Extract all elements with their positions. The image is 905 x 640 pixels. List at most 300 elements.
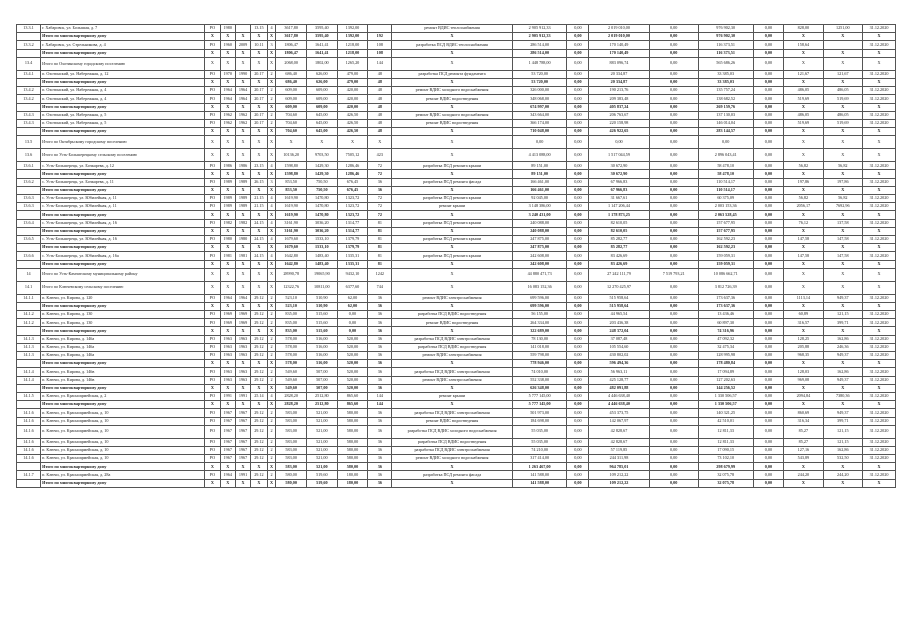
- table-cell: 552 338,00: [512, 376, 567, 384]
- table-cell: 0,00: [649, 95, 698, 103]
- table-cell: 0,00: [649, 392, 698, 400]
- table-cell: разработка ПСД ВДИС электроснабжения: [392, 368, 512, 376]
- table-cell: 0,00: [753, 235, 784, 243]
- table-cell: 0,00: [753, 78, 784, 86]
- table-cell: 13.6.1: [17, 162, 41, 170]
- table-cell: 31.12.2020: [863, 195, 896, 203]
- table-cell: 0,00: [649, 463, 698, 471]
- table-cell: 44 880 471,73: [512, 268, 567, 281]
- table-cell: X: [784, 384, 823, 392]
- table-cell: [17, 260, 41, 268]
- table-cell: 13.6.2: [17, 178, 41, 186]
- table-cell: 0,00: [753, 302, 784, 310]
- table-cell: п. Ключи, ул. Красноармейская, д. 10: [41, 417, 205, 425]
- table-cell: X: [863, 128, 896, 136]
- table-cell: 0,00: [567, 128, 589, 136]
- table-row: [17, 392, 896, 400]
- table-cell: 14.1.6: [17, 409, 41, 417]
- table-cell: 209 383,48: [589, 95, 649, 103]
- table-cell: X: [267, 136, 276, 149]
- table-cell: 3 240 431,00: [512, 211, 567, 219]
- table-cell: X: [823, 128, 862, 136]
- table-cell: 0,00: [567, 438, 589, 446]
- table-cell: 0,00: [567, 471, 589, 479]
- table-cell: 140 321,25: [698, 409, 753, 417]
- table-cell: 1991: [235, 471, 250, 479]
- table-cell: 0,00: [567, 227, 589, 235]
- table-cell: X: [823, 33, 862, 41]
- table-row: [17, 162, 896, 170]
- table-cell: 26.15: [251, 178, 267, 186]
- table-cell: с. Усть-Большерецк, ул. Юбилейная, д. 11: [41, 195, 205, 203]
- table-cell: РО: [205, 455, 220, 463]
- table-total-row: [17, 244, 896, 252]
- table-cell: 704,60: [276, 119, 307, 127]
- table-cell: 835,00: [276, 327, 307, 335]
- table-cell: 521,00: [307, 417, 338, 425]
- table-cell: 1251,00: [823, 25, 862, 33]
- table-cell: 0,00: [649, 203, 698, 211]
- table-cell: Итого по многоквартирному дому: [41, 260, 205, 268]
- table-cell: X: [235, 260, 250, 268]
- table-cell: разработка ПСД ВДИС теплоснабжения: [392, 41, 512, 49]
- table-cell: 626,00: [307, 78, 338, 86]
- table-cell: X: [267, 149, 276, 162]
- table-cell: 0,00: [649, 438, 698, 446]
- table-cell: 1314,77: [337, 227, 368, 235]
- table-cell: X: [863, 103, 896, 111]
- table-cell: 31.12.2020: [863, 455, 896, 463]
- table-cell: 21.15: [251, 203, 267, 211]
- table-cell: 580,00: [337, 417, 368, 425]
- table-cell: [17, 360, 41, 368]
- table-cell: X: [220, 170, 235, 178]
- table-row: [17, 136, 896, 149]
- table-cell: X: [392, 227, 512, 235]
- table-cell: 109 212,22: [589, 479, 649, 487]
- table-cell: 60 375,09: [698, 195, 753, 203]
- table-cell: 138 682,52: [698, 95, 753, 103]
- table-cell: X: [823, 281, 862, 294]
- table-cell: 0,00: [567, 368, 589, 376]
- table-cell: 264 334,00: [512, 319, 567, 327]
- table-cell: 4: [267, 252, 276, 260]
- table-cell: 676,45: [337, 178, 368, 186]
- table-cell: 0,00: [567, 376, 589, 384]
- table-cell: п. Охотинский, ул. Набережная, д. 12: [41, 70, 205, 78]
- table-cell: 36: [368, 294, 392, 302]
- table-cell: 29.12: [251, 376, 267, 384]
- table-cell: ремонт ВДИС водоотведения: [392, 95, 512, 103]
- table-cell: 583,00: [276, 446, 307, 454]
- table-cell: X: [392, 463, 512, 471]
- table-cell: 170 140,49: [589, 41, 649, 49]
- table-cell: X: [863, 384, 896, 392]
- table-cell: 0,00: [753, 57, 784, 70]
- table-cell: 141 588,00: [512, 479, 567, 487]
- table-cell: 36: [368, 368, 392, 376]
- table-cell: X: [205, 268, 220, 281]
- table-cell: 0,00: [649, 343, 698, 351]
- table-cell: X: [267, 463, 276, 471]
- table-cell: 583,00: [276, 417, 307, 425]
- table-cell: 203 436,38: [589, 319, 649, 327]
- table-cell: 14.1.3: [17, 352, 41, 360]
- table-cell: 399,71: [823, 417, 862, 425]
- table-cell: 0,00: [649, 360, 698, 368]
- table-cell: 2: [267, 446, 276, 454]
- table-cell: X: [863, 463, 896, 471]
- table-cell: [17, 186, 41, 194]
- table-cell: 13.6.3: [17, 203, 41, 211]
- table-cell: п. Ключи, ул. Кирова, д. 130: [41, 319, 205, 327]
- table-cell: 1967: [235, 417, 250, 425]
- table-cell: 36: [368, 417, 392, 425]
- table-cell: РО: [205, 95, 220, 103]
- table-cell: 85,27: [784, 425, 823, 438]
- table-cell: 0,00: [753, 376, 784, 384]
- table-cell: 0,00: [649, 162, 698, 170]
- table-cell: 430 802,02: [589, 352, 649, 360]
- table-cell: X: [251, 33, 267, 41]
- table-cell: 137,58: [823, 219, 862, 227]
- table-row: [17, 195, 896, 203]
- table-cell: 578,00: [276, 360, 307, 368]
- table-total-row: [17, 384, 896, 392]
- table-cell: 36: [368, 471, 392, 479]
- table-cell: X: [392, 302, 512, 310]
- table-cell: 0,00: [753, 170, 784, 178]
- table-cell: 0,00: [753, 294, 784, 302]
- table-cell: 686,40: [276, 78, 307, 86]
- table-total-row: [17, 463, 896, 471]
- table-cell: п. Ключи, ул. Красноармейская, д. 10: [41, 446, 205, 454]
- table-cell: 24.15: [251, 219, 267, 227]
- table-cell: X: [251, 57, 267, 70]
- table-cell: РО: [205, 392, 220, 400]
- table-cell: 0,00: [753, 281, 784, 294]
- table-cell: 521,00: [307, 425, 338, 438]
- table-cell: X: [784, 49, 823, 57]
- table-cell: 0,00: [753, 384, 784, 392]
- table-cell: 0,00: [567, 425, 589, 438]
- table-cell: 420,00: [337, 95, 368, 103]
- table-cell: 1963: [220, 352, 235, 360]
- table-cell: 31.12.2020: [863, 219, 896, 227]
- table-cell: 13.6.4: [17, 219, 41, 227]
- table-cell: X: [235, 103, 250, 111]
- table-cell: 4 446 638,40: [589, 392, 649, 400]
- table-total-row: [17, 401, 896, 409]
- table-cell: разработка ПСД ремонта фундамента: [392, 70, 512, 78]
- table-cell: РО: [205, 294, 220, 302]
- table-cell: 7692,96: [823, 203, 862, 211]
- table-cell: 0,00: [567, 463, 589, 471]
- table-cell: X: [863, 49, 896, 57]
- table-cell: X: [220, 244, 235, 252]
- table-row: [17, 352, 896, 360]
- table-cell: 520,00: [337, 368, 368, 376]
- table-cell: 121,15: [823, 311, 862, 319]
- table-cell: 1679,60: [276, 244, 307, 252]
- table-cell: Итого по Ключевскому сельскому поселению: [41, 281, 205, 294]
- table-cell: 521,00: [307, 446, 338, 454]
- table-cell: 85,27: [784, 438, 823, 446]
- table-cell: X: [251, 302, 267, 310]
- table-cell: 516,00: [307, 343, 338, 351]
- table-cell: РО: [205, 178, 220, 186]
- table-cell: 521,00: [307, 455, 338, 463]
- table-cell: 0,00: [649, 352, 698, 360]
- table-cell: 1286,46: [337, 162, 368, 170]
- table-cell: 13.4: [17, 57, 41, 70]
- table-cell: 36: [368, 343, 392, 351]
- table-cell: 515,60: [307, 311, 338, 319]
- table-cell: 0,00: [649, 57, 698, 70]
- table-cell: 32 475,34: [698, 343, 753, 351]
- table-cell: [368, 25, 392, 33]
- table-cell: 519,69: [823, 95, 862, 103]
- table-cell: 283 144,57: [698, 128, 753, 136]
- table-cell: X: [267, 360, 276, 368]
- table-cell: 10136,20: [276, 149, 307, 162]
- table-cell: 3: [267, 41, 276, 49]
- capital-repair-table: [16, 24, 896, 488]
- table-cell: 7 519 793,21: [649, 268, 698, 281]
- table-cell: X: [392, 327, 512, 335]
- table-cell: 0,00: [567, 335, 589, 343]
- table-cell: 1963: [220, 343, 235, 351]
- table-cell: 9432,10: [337, 268, 368, 281]
- table-cell: 0,00: [567, 78, 589, 86]
- table-cell: 20.17: [251, 111, 267, 119]
- table-cell: 162,86: [823, 335, 862, 343]
- table-cell: 0,00: [567, 103, 589, 111]
- table-cell: 0,00: [753, 136, 784, 149]
- table-cell: 0,00: [753, 268, 784, 281]
- table-cell: 580,00: [337, 409, 368, 417]
- table-cell: 220 158,98: [589, 119, 649, 127]
- table-cell: 109 212,22: [589, 471, 649, 479]
- table-cell: 14.1.6: [17, 438, 41, 446]
- table-cell: 81: [368, 252, 392, 260]
- table-cell: 520,00: [337, 360, 368, 368]
- table-cell: 0,00: [649, 111, 698, 119]
- table-row: [17, 268, 896, 281]
- table-cell: Итого по Охотинскому городскому поселению: [41, 57, 205, 70]
- table-cell: 1990: [235, 70, 250, 78]
- table-cell: 31.12.2020: [863, 471, 896, 479]
- table-cell: 578,00: [276, 352, 307, 360]
- table-cell: 0,00: [649, 252, 698, 260]
- table-cell: 147,58: [784, 252, 823, 260]
- table-cell: X: [863, 268, 896, 281]
- table-cell: Итого по многоквартирному дому: [41, 360, 205, 368]
- table-cell: 286 514,00: [512, 41, 567, 49]
- table-cell: 949,37: [823, 352, 862, 360]
- table-cell: 121,67: [823, 70, 862, 78]
- table-cell: 0,00: [567, 244, 589, 252]
- table-cell: X: [251, 479, 267, 487]
- table-cell: X: [267, 49, 276, 57]
- table-cell: 247 875,00: [512, 235, 567, 243]
- table-cell: 110 514,17: [698, 178, 753, 186]
- table-cell: 128,03: [784, 368, 823, 376]
- table-cell: 0,00: [567, 219, 589, 227]
- table-cell: г. Хабаровск, ул. Стрельникова, д. 4: [41, 41, 205, 49]
- table-cell: 53 720,00: [512, 78, 567, 86]
- table-cell: 580,00: [276, 479, 307, 487]
- table-cell: 420,00: [337, 103, 368, 111]
- table-cell: X: [863, 78, 896, 86]
- table-cell: 0,00: [649, 446, 698, 454]
- table-cell: X: [784, 227, 823, 235]
- table-cell: 1967: [220, 446, 235, 454]
- table-cell: X: [392, 49, 512, 57]
- table-cell: 31.12.2020: [863, 95, 896, 103]
- table-cell: 4 446 638,40: [589, 401, 649, 409]
- table-cell: 166 461,00: [512, 178, 567, 186]
- table-cell: 0,00: [567, 417, 589, 425]
- table-cell: 609,00: [276, 87, 307, 95]
- table-cell: X: [235, 463, 250, 471]
- table-cell: [17, 33, 41, 41]
- table-cell: X: [205, 327, 220, 335]
- table-cell: 53 720,00: [512, 70, 567, 78]
- table-cell: X: [267, 479, 276, 487]
- table-cell: X: [205, 186, 220, 194]
- table-cell: 56 155,00: [512, 311, 567, 319]
- table-cell: X: [823, 170, 862, 178]
- table-cell: 1641,41: [307, 41, 338, 49]
- table-total-row: [17, 227, 896, 235]
- table-cell: ремонт ВДИС водоотведения: [392, 119, 512, 127]
- table-cell: 178 480,84: [698, 360, 753, 368]
- table-cell: X: [251, 384, 267, 392]
- table-cell: 157 677,95: [698, 227, 753, 235]
- table-cell: 0,00: [753, 95, 784, 103]
- table-cell: X: [392, 149, 512, 162]
- table-cell: X: [784, 186, 823, 194]
- table-cell: ремонт ВДИС водоотведения: [392, 417, 512, 425]
- table-cell: РО: [205, 195, 220, 203]
- table-cell: 645,00: [307, 111, 338, 119]
- table-cell: 197,86: [784, 178, 823, 186]
- table-cell: 1967: [220, 417, 235, 425]
- table-cell: X: [205, 463, 220, 471]
- table-cell: 2: [267, 471, 276, 479]
- table-cell: Итого по многоквартирному дому: [41, 78, 205, 86]
- table-cell: 14.1.3: [17, 343, 41, 351]
- table-cell: 2 019 010,00: [589, 25, 649, 33]
- table-total-row: [17, 78, 896, 86]
- table-cell: 121,15: [823, 438, 862, 446]
- table-cell: 1962: [220, 119, 235, 127]
- table-row: [17, 311, 896, 319]
- table-cell: Итого по многоквартирному дому: [41, 33, 205, 41]
- table-cell: X: [863, 186, 896, 194]
- table-cell: 13.15: [251, 25, 267, 33]
- table-cell: X: [392, 260, 512, 268]
- table-cell: 0,00: [649, 178, 698, 186]
- table-row: [17, 119, 896, 127]
- table-cell: 0,00: [753, 203, 784, 211]
- table-cell: 0,00: [753, 70, 784, 78]
- table-cell: 1964: [220, 294, 235, 302]
- table-row: [17, 219, 896, 227]
- table-cell: X: [220, 302, 235, 310]
- table-cell: РО: [205, 438, 220, 446]
- table-cell: 426,50: [337, 128, 368, 136]
- table-cell: 0,00: [649, 128, 698, 136]
- table-cell: 583,00: [276, 425, 307, 438]
- table-cell: 1982: [235, 219, 250, 227]
- table-cell: 31.12.2020: [863, 203, 896, 211]
- table-cell: X: [784, 244, 823, 252]
- table-cell: п. Охотинский, ул. Набережная, д. 4: [41, 87, 205, 95]
- table-cell: Итого по Октябрьскому городскому поселению: [41, 136, 205, 149]
- table-cell: 58 478,10: [698, 170, 753, 178]
- table-cell: 1981: [220, 252, 235, 260]
- table-cell: 0,00: [567, 136, 589, 149]
- table-cell: 2 905 912,33: [512, 33, 567, 41]
- table-cell: 9703,50: [307, 149, 338, 162]
- table-cell: 0,00: [649, 479, 698, 487]
- table-cell: 479,00: [337, 78, 368, 86]
- table-cell: 519,60: [307, 479, 338, 487]
- table-cell: 583,00: [276, 463, 307, 471]
- table-cell: X: [863, 149, 896, 162]
- table-cell: 0,00: [649, 417, 698, 425]
- table-row: [17, 41, 896, 49]
- table-cell: 4: [267, 162, 276, 170]
- table-cell: 0,00: [753, 327, 784, 335]
- table-cell: 676,45: [337, 186, 368, 194]
- table-cell: 81: [368, 235, 392, 243]
- table-cell: 674 997,00: [512, 103, 567, 111]
- table-cell: X: [205, 384, 220, 392]
- table-cell: 244 311,98: [589, 455, 649, 463]
- table-cell: 157 677,95: [698, 219, 753, 227]
- table-cell: 14.1.6: [17, 455, 41, 463]
- table-cell: 0,00: [649, 319, 698, 327]
- table-cell: X: [267, 401, 276, 409]
- table-cell: 3036,20: [307, 227, 338, 235]
- table-cell: 81: [368, 260, 392, 268]
- table-cell: 13.4.2: [17, 87, 41, 95]
- table-cell: 23.15: [251, 162, 267, 170]
- table-cell: 14.1.1: [17, 294, 41, 302]
- table-cell: 36: [368, 319, 392, 327]
- table-cell: 0,00: [649, 186, 698, 194]
- table-cell: 0,00: [567, 111, 589, 119]
- table-cell: 609,00: [307, 95, 338, 103]
- table-cell: Итого по многоквартирному дому: [41, 128, 205, 136]
- table-cell: 1963: [220, 335, 235, 343]
- table-cell: 578,00: [276, 335, 307, 343]
- table-row: [17, 319, 896, 327]
- table-cell: 190 213,76: [589, 87, 649, 95]
- table-cell: 2: [267, 111, 276, 119]
- table-cell: 13.4.2: [17, 95, 41, 103]
- table-cell: 949,37: [823, 294, 862, 302]
- table-cell: 12322,76: [276, 281, 307, 294]
- table-cell: 108: [368, 49, 392, 57]
- table-cell: п. Ключи, ул. Кирова, д. 146а: [41, 352, 205, 360]
- table-cell: 516,00: [307, 352, 338, 360]
- table-cell: 420,00: [337, 87, 368, 95]
- table-cell: 1986: [235, 162, 250, 170]
